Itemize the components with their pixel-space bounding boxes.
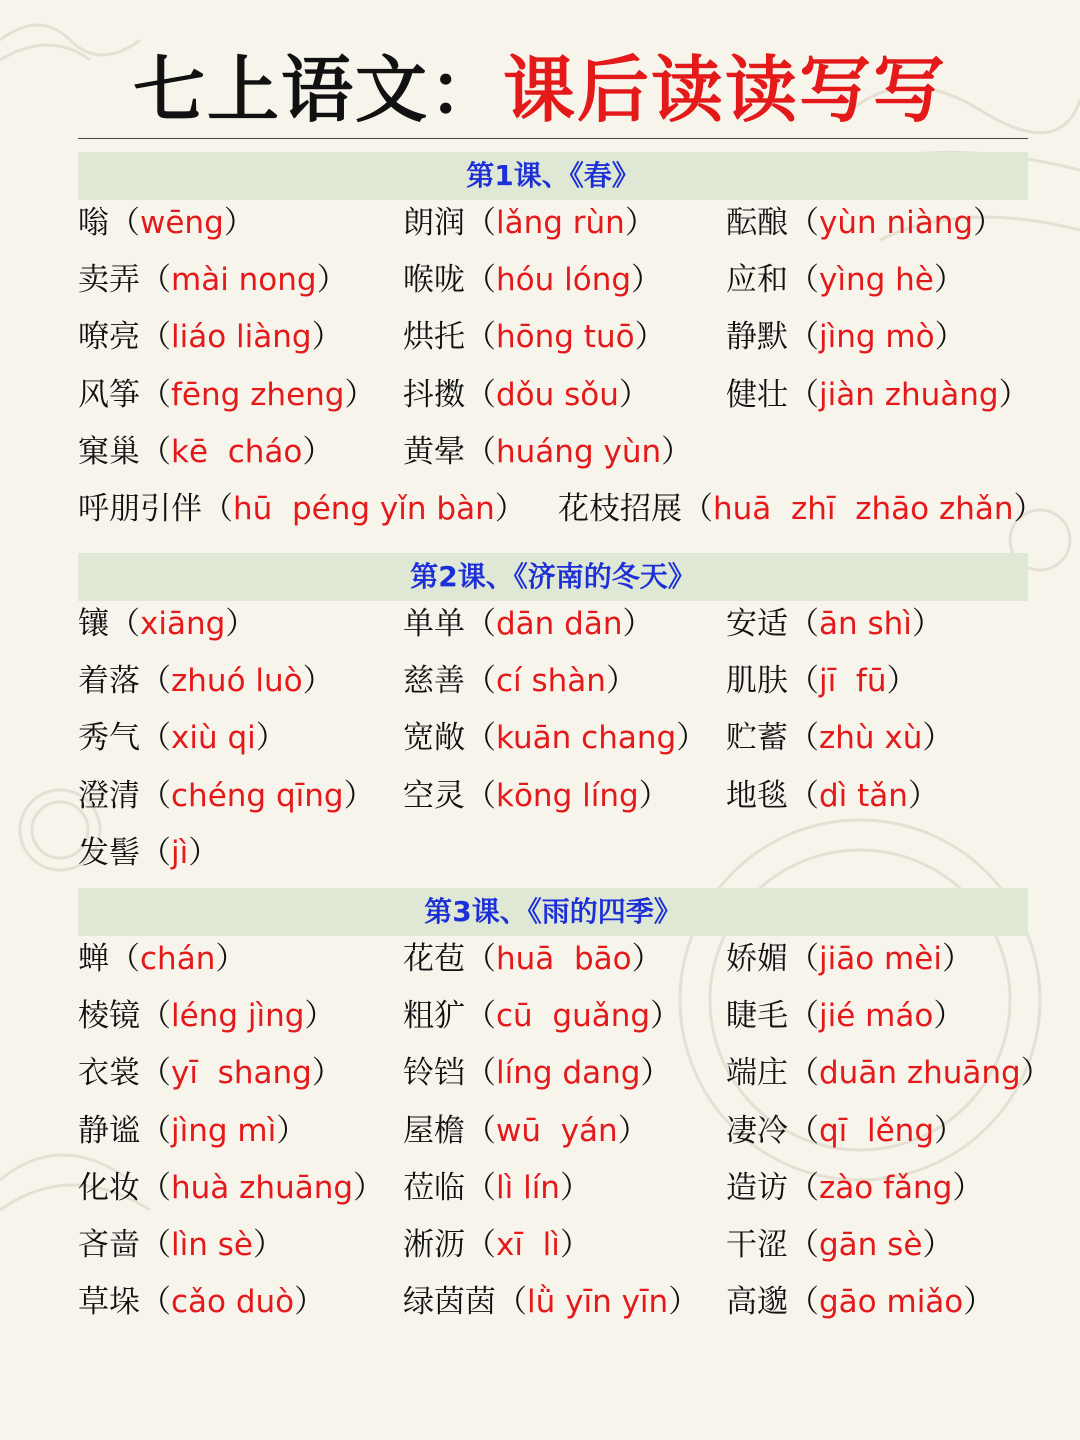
vocab-item — [78, 1106, 307, 1156]
vocab-item — [726, 1220, 953, 1270]
vocab-pinyin: kuān chang — [496, 720, 677, 756]
vocab-pinyin: cū guǎng — [496, 998, 651, 1034]
open-paren: （ — [140, 262, 171, 298]
open-paren: （ — [788, 205, 819, 241]
vocab-word: 静谧 — [78, 1113, 140, 1149]
page-title — [0, 40, 1080, 140]
vocab-item — [726, 370, 1030, 420]
vocab-pinyin: cǎo duò — [171, 1284, 295, 1320]
vocab-item — [78, 1163, 384, 1213]
vocab-word: 淅沥 — [403, 1227, 465, 1263]
close-paren: ） — [344, 377, 376, 413]
vocab-word: 宽敞 — [403, 720, 465, 756]
vocab-pinyin: huáng yùn — [496, 434, 662, 470]
open-paren: （ — [465, 434, 496, 470]
vocab-word: 空灵 — [403, 778, 465, 814]
open-paren: （ — [465, 1113, 496, 1149]
vocab-pinyin: wēng — [140, 205, 224, 241]
vocab-pinyin: huā bāo — [496, 941, 632, 977]
section-header: 第3课、《雨的四季》 — [78, 888, 1028, 936]
close-paren: ） — [559, 1170, 591, 1206]
open-paren: （ — [788, 262, 819, 298]
open-paren: （ — [140, 1113, 171, 1149]
open-paren: （ — [788, 1284, 819, 1320]
open-paren: （ — [140, 720, 171, 756]
close-paren: ） — [1013, 491, 1045, 527]
open-paren: （ — [465, 941, 496, 977]
vocab-word: 着落 — [78, 663, 140, 699]
vocab-item — [403, 427, 692, 477]
vocab-item — [558, 484, 1045, 534]
vocab-pinyin: léng jìng — [171, 998, 305, 1034]
open-paren: （ — [788, 1113, 819, 1149]
close-paren: ） — [952, 1170, 984, 1206]
vocab-item — [78, 427, 333, 477]
open-paren: （ — [140, 377, 171, 413]
close-paren: ） — [622, 606, 654, 642]
vocab-pinyin: fēng zheng — [171, 377, 345, 413]
close-paren: ） — [933, 998, 965, 1034]
vocab-pinyin: chéng qīng — [171, 778, 344, 814]
vocab-item — [726, 198, 1004, 248]
vocab-pinyin: yìng hè — [819, 262, 934, 298]
vocab-pinyin: jì — [171, 835, 189, 871]
vocab-word: 凄冷 — [726, 1113, 788, 1149]
vocab-word: 呼朋引伴 — [78, 491, 202, 527]
close-paren: ） — [225, 606, 257, 642]
vocab-word: 黄晕 — [403, 434, 465, 470]
vocab-pinyin: jiàn zhuàng — [819, 377, 999, 413]
close-paren: ） — [302, 663, 334, 699]
vocab-word: 嘹亮 — [78, 319, 140, 355]
close-paren: ） — [617, 1113, 649, 1149]
vocab-word: 衣裳 — [78, 1055, 140, 1091]
close-paren: ） — [311, 1055, 343, 1091]
vocab-word: 秀气 — [78, 720, 140, 756]
close-paren: ） — [304, 998, 336, 1034]
vocab-pinyin: huà zhuāng — [171, 1170, 354, 1206]
section-header: 第1课、《春》 — [78, 152, 1028, 200]
open-paren: （ — [788, 998, 819, 1034]
open-paren: （ — [788, 1227, 819, 1263]
open-paren: （ — [140, 1055, 171, 1091]
vocab-word: 慈善 — [403, 663, 465, 699]
vocab-pinyin: yùn niàng — [819, 205, 974, 241]
vocab-item — [726, 656, 918, 706]
close-paren: ） — [922, 1227, 954, 1263]
vocab-pinyin: wū yán — [496, 1113, 618, 1149]
close-paren: ） — [933, 262, 965, 298]
vocab-item — [78, 1048, 343, 1098]
open-paren: （ — [465, 606, 496, 642]
open-paren: （ — [465, 205, 496, 241]
open-paren: （ — [140, 778, 171, 814]
open-paren: （ — [788, 377, 819, 413]
vocab-item — [78, 599, 256, 649]
vocab-word: 棱镜 — [78, 998, 140, 1034]
close-paren: ） — [631, 262, 663, 298]
vocab-item — [78, 1220, 284, 1270]
vocab-item — [726, 255, 965, 305]
vocab-pinyin: kē cháo — [171, 434, 303, 470]
vocab-pinyin: zào fǎng — [819, 1170, 953, 1206]
vocab-item — [78, 991, 335, 1041]
open-paren: （ — [465, 720, 496, 756]
open-paren: （ — [109, 941, 140, 977]
open-paren: （ — [465, 319, 496, 355]
vocab-word: 肌肤 — [726, 663, 788, 699]
vocab-pinyin: ān shì — [819, 606, 912, 642]
vocab-item — [726, 991, 964, 1041]
open-paren: （ — [140, 663, 171, 699]
close-paren: ） — [494, 491, 526, 527]
vocab-word: 酝酿 — [726, 205, 788, 241]
open-paren: （ — [465, 377, 496, 413]
vocab-word: 干涩 — [726, 1227, 788, 1263]
vocab-item — [78, 656, 334, 706]
close-paren: ） — [605, 663, 637, 699]
vocab-item — [403, 771, 670, 821]
close-paren: ） — [676, 720, 708, 756]
vocab-pinyin: jiāo mèi — [819, 941, 942, 977]
vocab-item — [726, 713, 953, 763]
vocab-item — [403, 991, 681, 1041]
vocab-word: 娇媚 — [726, 941, 788, 977]
close-paren: ） — [661, 434, 693, 470]
vocab-word: 发髻 — [78, 835, 140, 871]
vocab-item — [78, 934, 246, 984]
vocab-item — [726, 599, 943, 649]
open-paren: （ — [202, 491, 233, 527]
vocab-pinyin: hū péng yǐn bàn — [233, 491, 495, 527]
vocab-item — [403, 1106, 649, 1156]
vocab-word: 烘托 — [403, 319, 465, 355]
vocab-item — [403, 1220, 591, 1270]
vocab-pinyin: xiù qi — [171, 720, 256, 756]
vocab-item — [78, 1277, 325, 1327]
vocab-item — [403, 656, 637, 706]
vocab-item — [726, 1048, 1052, 1098]
vocab-word: 澄清 — [78, 778, 140, 814]
vocab-pinyin: cí shàn — [496, 663, 606, 699]
open-paren: （ — [465, 262, 496, 298]
vocab-item — [403, 370, 650, 420]
open-paren: （ — [788, 319, 819, 355]
vocab-pinyin: jìng mò — [819, 319, 935, 355]
vocab-word: 喉咙 — [403, 262, 465, 298]
close-paren: ） — [1020, 1055, 1052, 1091]
vocab-pinyin: mài nong — [171, 262, 317, 298]
open-paren: （ — [788, 720, 819, 756]
vocab-word: 单单 — [403, 606, 465, 642]
close-paren: ） — [934, 1113, 966, 1149]
vocab-word: 蝉 — [78, 941, 109, 977]
vocab-item — [403, 312, 666, 362]
vocab-word: 地毯 — [726, 778, 788, 814]
vocab-word: 化妆 — [78, 1170, 140, 1206]
vocab-pinyin: hóu lóng — [496, 262, 632, 298]
open-paren: （ — [788, 1055, 819, 1091]
vocab-pinyin: lì lín — [496, 1170, 560, 1206]
open-paren: （ — [788, 1170, 819, 1206]
vocab-word: 风筝 — [78, 377, 140, 413]
close-paren: ） — [668, 1284, 700, 1320]
vocab-pinyin: liáo liàng — [171, 319, 312, 355]
close-paren: ） — [343, 778, 375, 814]
vocab-item — [726, 312, 966, 362]
vocab-word: 高邈 — [726, 1284, 788, 1320]
open-paren: （ — [788, 663, 819, 699]
vocab-item — [78, 255, 348, 305]
vocab-item — [78, 828, 219, 878]
close-paren: ） — [963, 1284, 995, 1320]
vocab-pinyin: lǜ yīn yīn — [527, 1284, 669, 1320]
vocab-item — [403, 198, 656, 248]
close-paren: ） — [188, 835, 220, 871]
vocab-word: 造访 — [726, 1170, 788, 1206]
open-paren: （ — [465, 998, 496, 1034]
open-paren: （ — [788, 778, 819, 814]
vocab-item — [78, 484, 526, 534]
vocab-word: 抖擞 — [403, 377, 465, 413]
close-paren: ） — [922, 720, 954, 756]
close-paren: ） — [934, 319, 966, 355]
vocab-pinyin: huā zhī zhāo zhǎn — [713, 491, 1014, 527]
vocab-item — [403, 599, 654, 649]
close-paren: ） — [624, 205, 656, 241]
title-prefix: 七上语文： — [132, 47, 503, 132]
open-paren: （ — [140, 1170, 171, 1206]
vocab-item — [726, 1277, 994, 1327]
open-paren: （ — [140, 835, 171, 871]
vocab-word: 睫毛 — [726, 998, 788, 1034]
vocab-word: 窠巢 — [78, 434, 140, 470]
title-highlight: 课后读读写写 — [503, 47, 948, 132]
open-paren: （ — [465, 1055, 496, 1091]
vocab-word: 贮蓄 — [726, 720, 788, 756]
vocab-word: 花苞 — [403, 941, 465, 977]
vocab-item — [403, 1163, 591, 1213]
vocab-item — [726, 1163, 983, 1213]
vocab-word: 健壮 — [726, 377, 788, 413]
open-paren: （ — [140, 319, 171, 355]
vocab-pinyin: xiāng — [140, 606, 226, 642]
vocab-pinyin: qī lěng — [819, 1113, 935, 1149]
vocab-pinyin: xī lì — [496, 1227, 560, 1263]
close-paren: ） — [215, 941, 247, 977]
vocab-item — [78, 771, 375, 821]
vocab-word: 莅临 — [403, 1170, 465, 1206]
vocab-pinyin: duān zhuāng — [819, 1055, 1021, 1091]
vocab-pinyin: zhuó luò — [171, 663, 303, 699]
close-paren: ） — [941, 941, 973, 977]
close-paren: ） — [316, 262, 348, 298]
vocab-word: 嗡 — [78, 205, 109, 241]
vocab-item — [726, 771, 939, 821]
open-paren: （ — [109, 606, 140, 642]
vocab-word: 镶 — [78, 606, 109, 642]
vocab-word: 静默 — [726, 319, 788, 355]
vocab-item — [403, 713, 707, 763]
vocab-item — [726, 1106, 965, 1156]
vocab-item — [78, 370, 375, 420]
close-paren: ） — [223, 205, 255, 241]
vocab-pinyin: líng dang — [496, 1055, 641, 1091]
open-paren: （ — [465, 778, 496, 814]
open-paren: （ — [496, 1284, 527, 1320]
close-paren: ） — [911, 606, 943, 642]
close-paren: ） — [638, 778, 670, 814]
vocab-word: 铃铛 — [403, 1055, 465, 1091]
open-paren: （ — [140, 998, 171, 1034]
vocab-item — [403, 1048, 671, 1098]
vocab-word: 应和 — [726, 262, 788, 298]
vocab-pinyin: chán — [140, 941, 216, 977]
vocab-pinyin: jié máo — [819, 998, 934, 1034]
open-paren: （ — [140, 1284, 171, 1320]
vocab-word: 卖弄 — [78, 262, 140, 298]
open-paren: （ — [465, 663, 496, 699]
vocab-pinyin: zhù xù — [819, 720, 923, 756]
close-paren: ） — [650, 998, 682, 1034]
close-paren: ） — [640, 1055, 672, 1091]
close-paren: ） — [294, 1284, 326, 1320]
vocab-item — [403, 934, 663, 984]
vocab-pinyin: yī shang — [171, 1055, 312, 1091]
vocab-word: 绿茵茵 — [403, 1284, 496, 1320]
vocab-pinyin: dì tǎn — [819, 778, 908, 814]
vocab-item — [726, 934, 973, 984]
section-header: 第2课、《济南的冬天》 — [78, 553, 1028, 601]
close-paren: ） — [998, 377, 1030, 413]
close-paren: ） — [634, 319, 666, 355]
open-paren: （ — [465, 1170, 496, 1206]
vocab-word: 粗犷 — [403, 998, 465, 1034]
open-paren: （ — [788, 606, 819, 642]
open-paren: （ — [788, 941, 819, 977]
close-paren: ） — [559, 1227, 591, 1263]
open-paren: （ — [465, 1227, 496, 1263]
open-paren: （ — [682, 491, 713, 527]
close-paren: ） — [311, 319, 343, 355]
vocab-item — [403, 255, 662, 305]
close-paren: ） — [886, 663, 918, 699]
vocab-item — [78, 713, 287, 763]
vocab-item — [78, 312, 343, 362]
close-paren: ） — [631, 941, 663, 977]
vocab-word: 花枝招展 — [558, 491, 682, 527]
close-paren: ） — [302, 434, 334, 470]
open-paren: （ — [109, 205, 140, 241]
vocab-pinyin: gān sè — [819, 1227, 923, 1263]
close-paren: ） — [353, 1170, 385, 1206]
close-paren: ） — [973, 205, 1005, 241]
vocab-word: 安适 — [726, 606, 788, 642]
vocab-pinyin: hōng tuō — [496, 319, 635, 355]
vocab-word: 端庄 — [726, 1055, 788, 1091]
open-paren: （ — [140, 1227, 171, 1263]
title-divider — [78, 138, 1028, 139]
vocab-pinyin: lìn sè — [171, 1227, 253, 1263]
vocab-word: 屋檐 — [403, 1113, 465, 1149]
close-paren: ） — [252, 1227, 284, 1263]
vocab-pinyin: jìng mì — [171, 1113, 277, 1149]
vocab-pinyin: kōng líng — [496, 778, 639, 814]
vocab-pinyin: dǒu sǒu — [496, 377, 619, 413]
vocab-word: 吝啬 — [78, 1227, 140, 1263]
vocab-pinyin: lǎng rùn — [496, 205, 625, 241]
vocab-pinyin: dān dān — [496, 606, 623, 642]
open-paren: （ — [140, 434, 171, 470]
vocab-item — [403, 1277, 699, 1327]
vocab-word: 朗润 — [403, 205, 465, 241]
close-paren: ） — [276, 1113, 308, 1149]
vocab-pinyin: gāo miǎo — [819, 1284, 964, 1320]
close-paren: ） — [907, 778, 939, 814]
vocab-item — [78, 198, 255, 248]
vocab-word: 草垛 — [78, 1284, 140, 1320]
close-paren: ） — [618, 377, 650, 413]
vocab-pinyin: jī fū — [819, 663, 887, 699]
close-paren: ） — [255, 720, 287, 756]
